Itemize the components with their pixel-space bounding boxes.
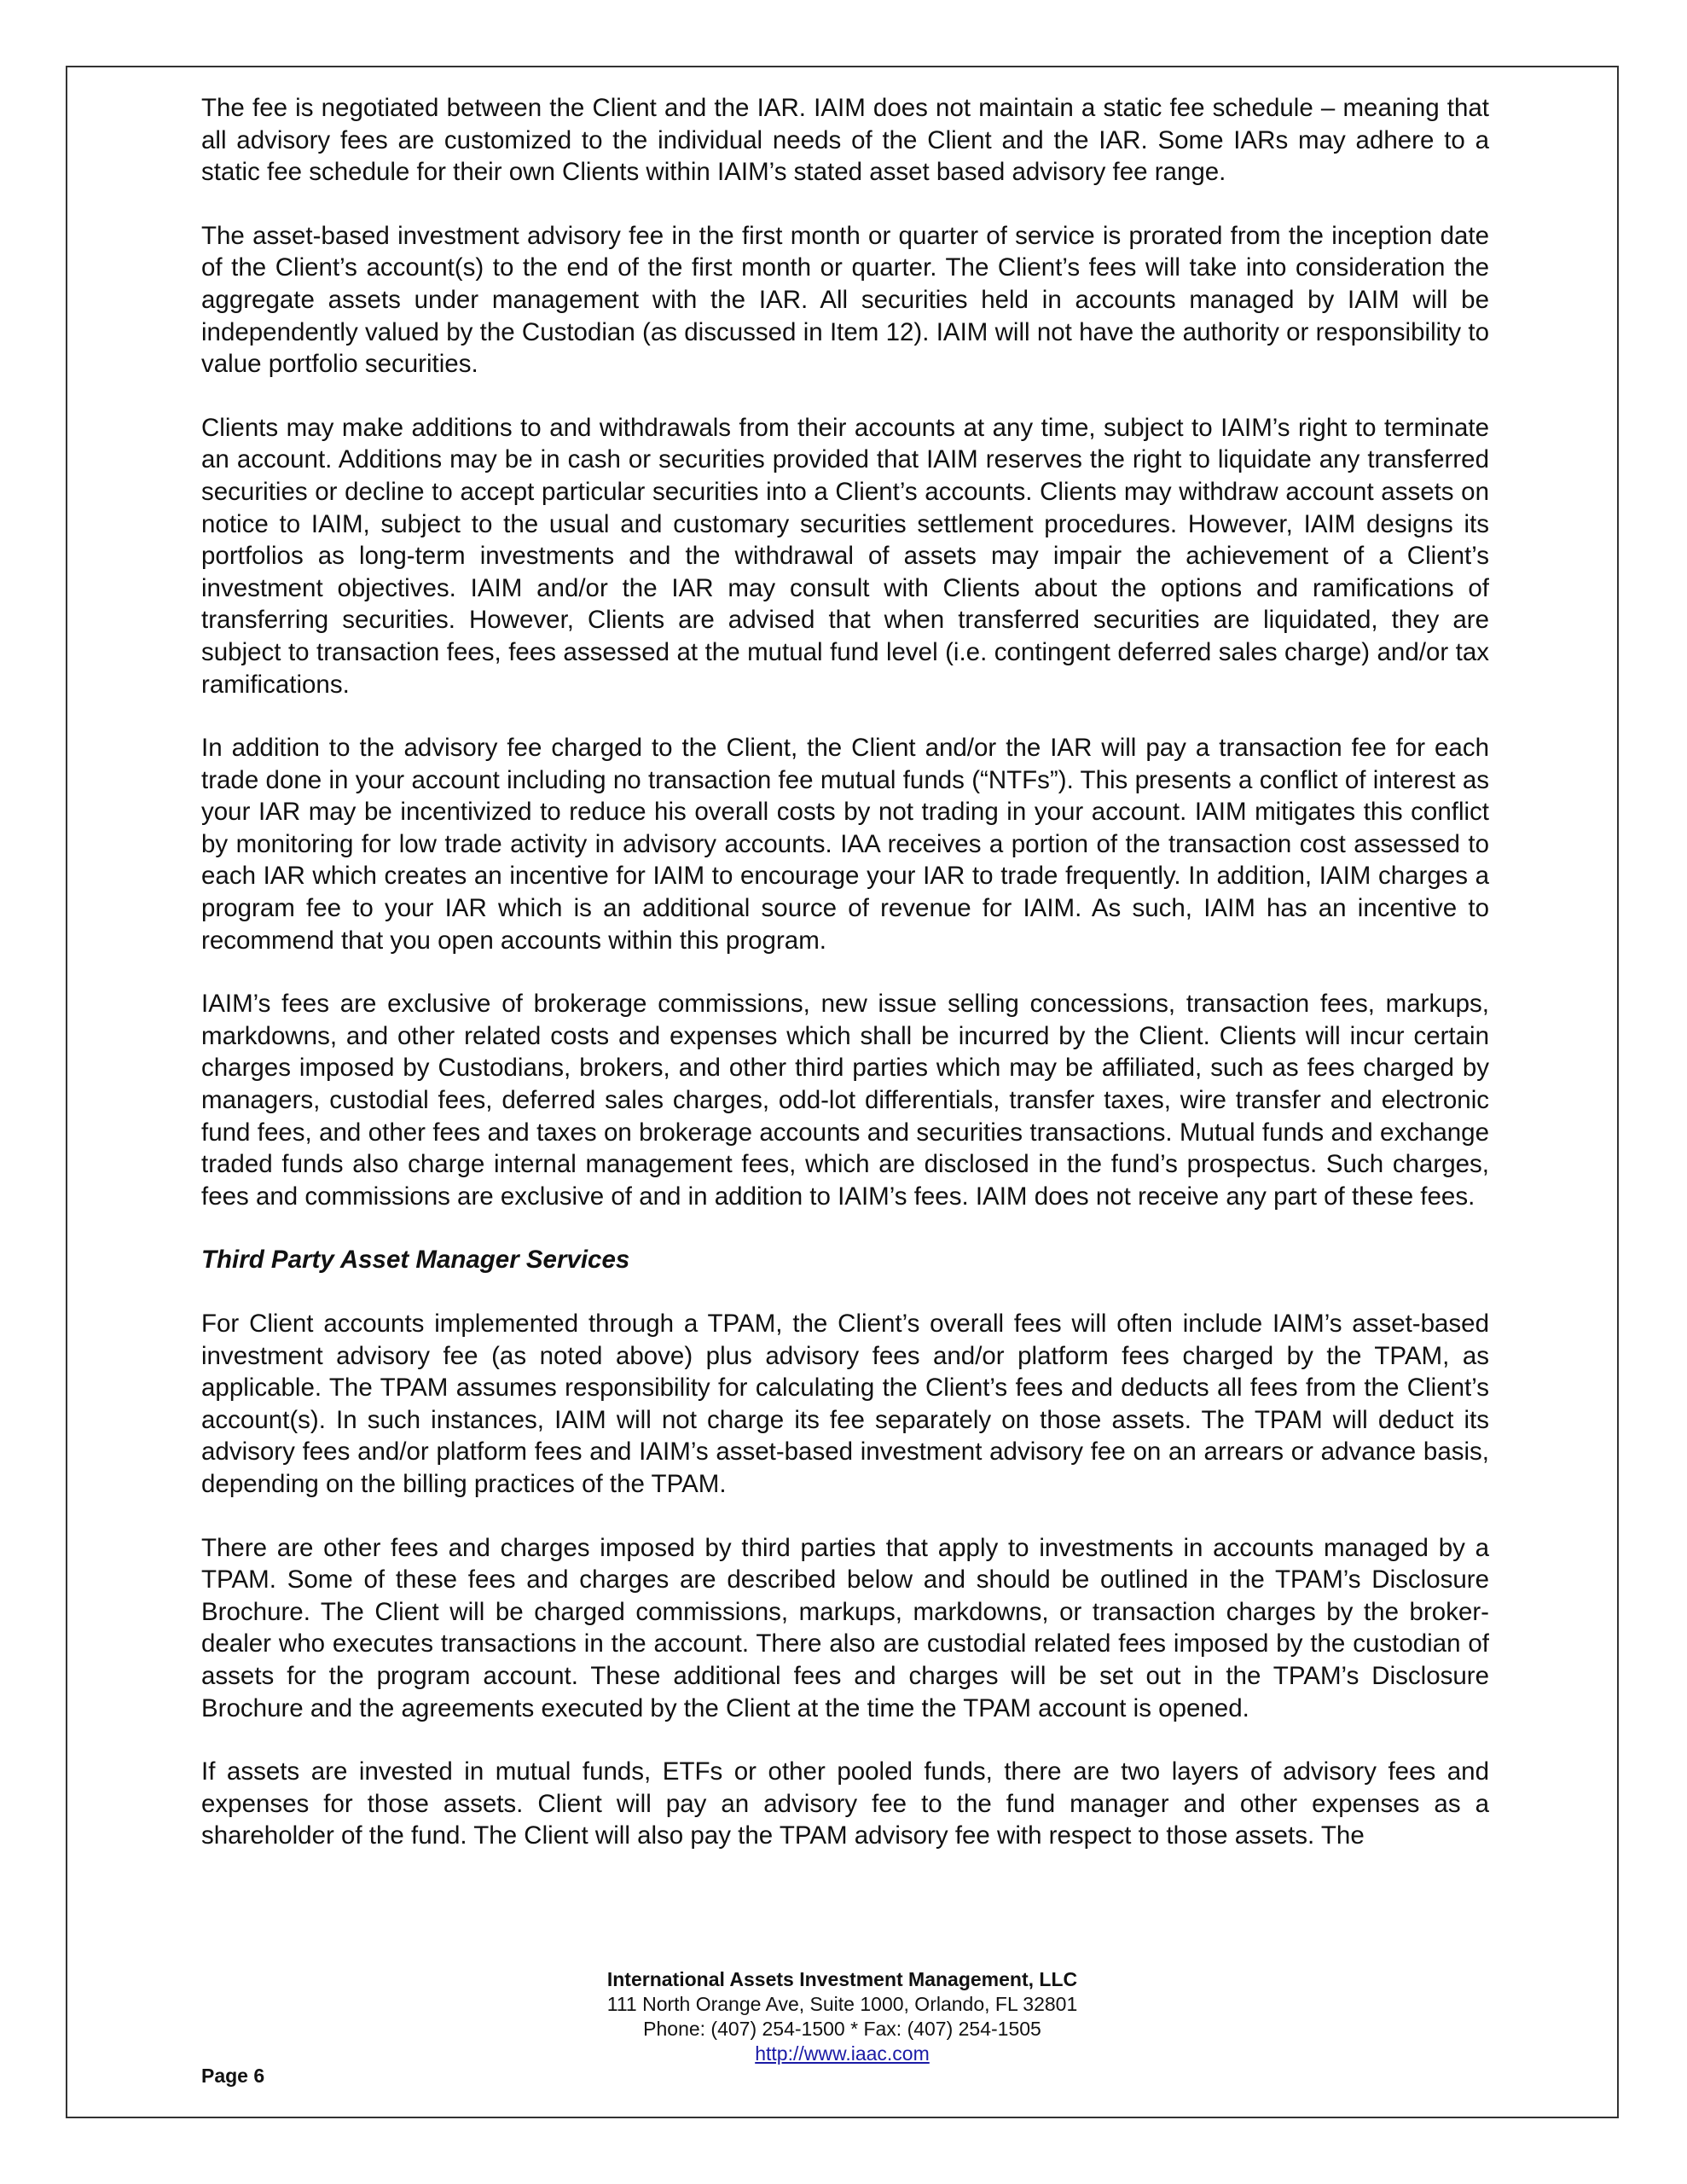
paragraph-fee-negotiation: The fee is negotiated between the Client and the IAR. IAIM does not maintain a static fee schedule – meaning that all advisory fees are customized to the individual needs of the Client and the IAR. Some IARs may adhere to a static fee schedule for their own Clients within IAIM’s stated asset based advisory fee range. bbox=[201, 94, 1489, 187]
page-number: Page 6 bbox=[201, 2065, 265, 2087]
paragraph-third-party-charges: There are other fees and charges imposed by third parties that apply to investments in accounts managed by a TPAM. Some of these fees and charges are described below and should be outlined in the TPAM’s Disclosure Brochure. The Client will be charged commissions, markups, markdowns, or transaction charges by the broker-dealer who executes transactions in the account. There also are custodial related fees imposed by the custodian of assets for the program account. These additional fees and charges will be set out in the TPAM’s Disclosure Brochure and the agreements executed by the Client at the time the TPAM account is opened. bbox=[201, 1533, 1489, 1722]
document-body bbox=[201, 92, 1489, 1884]
footer-website-link[interactable]: http://www.iaac.com bbox=[755, 2042, 930, 2065]
paragraph-tpam-fees: For Client accounts implemented through a TPAM, the Client’s overall fees will often include IAIM’s asset-based investment advisory fee (as noted above) plus advisory fees and/or platform fees charged by the TPAM, as applicable. The TPAM assumes responsibility for calculating the Client’s fees and deducts all fees from the Client’s account(s). In such instances, IAIM will not charge its fee separately on those assets. The TPAM will deduct its advisory fees and/or platform fees and IAIM’s asset-based investment advisory fee on an arrears or advance basis, depending on the billing practices of the TPAM. bbox=[201, 1310, 1489, 1498]
paragraph-transaction-fee: In addition to the advisory fee charged to the Client, the Client and/or the IAR will pay a transaction fee for each trade done in your account including no transaction fee mutual funds (“NTFs”). This presents a conflict of interest as your IAR may be incentivized to reduce his overall costs by not trading in your account. IAIM mitigates this conflict by monitoring for low trade activity in advisory accounts. IAA receives a portion of the transaction cost assessed to each IAR which creates an incentive for IAIM to encourage your IAR to trade frequently. In addition, IAIM charges a program fee to your IAR which is an additional source of revenue for IAIM. As such, IAIM has an incentive to recommend that you open accounts within this program. bbox=[201, 734, 1489, 955]
paragraph-additions-withdrawals: Clients may make additions to and withdrawals from their accounts at any time, subject to IAIM’s right to terminate an account. Additions may be in cash or securities provided that IAIM reserves the right to liquidate any transferred securities or decline to accept particular securities into a Client’s accounts. Clients may withdraw account assets on notice to IAIM, subject to the usual and customary securities settlement procedures. However, IAIM designs its portfolios as long-term investments and the withdrawal of assets may impair the achievement of a Client’s investment objectives. IAIM and/or the IAR may consult with Clients about the options and ramifications of transferring securities. However, Clients are advised that when transferred securities are liquidated, they are subject to transaction fees, fees assessed at the mutual fund level (i.e. contingent deferred sales charge) and/or tax ramifications. bbox=[201, 413, 1489, 699]
footer-phone-fax: Phone: (407) 254-1500 * Fax: (407) 254-1505 bbox=[643, 2018, 1041, 2040]
paragraph-pooled-funds: If assets are invested in mutual funds, ETFs or other pooled funds, there are two layers of advisory fees and expenses for those assets. Client will pay an advisory fee to the fund manager and other expenses as a shareholder of the fund. The Client will also pay the TPAM advisory fee with respect to those assets. The bbox=[201, 1757, 1489, 1850]
paragraph-prorated-fee: The asset-based investment advisory fee in the first month or quarter of service is prorated from the inception date of the Client’s account(s) to the end of the first month or quarter. The Client’s fees will take into consideration the aggregate assets under management with the IAR. All securities held in accounts managed by IAIM will be independently valued by the Custodian (as discussed in Item 12). IAIM will not have the authority or responsibility to value portfolio securities. bbox=[201, 221, 1489, 379]
section-heading-tpam: Third Party Asset Manager Services bbox=[201, 1246, 630, 1275]
paragraph-exclusive-fees: IAIM’s fees are exclusive of brokerage commissions, new issue selling concessions, transaction fees, markups, markdowns, and other related costs and expenses which shall be incurred by the Client. Clients will incur certain charges imposed by Custodians, brokers, and other third parties which may be affiliated, such as fees charged by managers, custodial fees, deferred sales charges, odd-lot differentials, transfer taxes, wire transfer and electronic fund fees, and other fees and taxes on brokerage accounts and securities transactions. Mutual funds and exchange traded funds also charge internal management fees, which are disclosed in the fund’s prospectus. Such charges, fees and commissions are exclusive of and in addition to IAIM’s fees. IAIM does not receive any part of these fees. bbox=[201, 990, 1489, 1211]
page-footer bbox=[66, 1967, 1619, 2066]
footer-company-name: International Assets Investment Management, LLC bbox=[606, 1968, 1078, 1990]
footer-address: 111 North Orange Ave, Suite 1000, Orlando, FL 32801 bbox=[606, 1993, 1078, 2015]
